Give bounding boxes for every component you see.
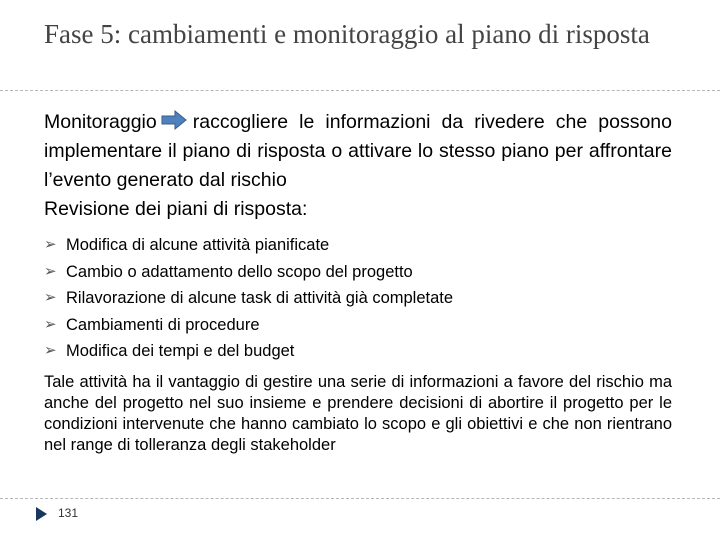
list-item: ➢ Modifica di alcune attività pianificate	[44, 232, 672, 259]
revision-heading: Revisione dei piani di risposta:	[44, 198, 308, 220]
monitoring-description: raccogliere le informazioni da rivedere che possono implementare il piano di risposta o attivare lo stesso piano per affrontare l’evento generato dal rischio	[44, 111, 672, 191]
body-content	[44, 108, 672, 224]
arrowhead-bullet-icon: ➢	[44, 289, 57, 306]
revision-list	[44, 232, 672, 365]
closing-paragraph: Tale attività ha il vantaggio di gestire una serie di informazioni a favore del rischio ma anche del progetto nel suo insieme e prendere decisioni di abortire il progetto per le condizioni intervenute che hanno cambiato lo scopo e gli obiettivi e che non rientrano nel range di tolleranza degli stakeholder	[44, 373, 672, 454]
list-item: ➢ Modifica dei tempi e del budget	[44, 338, 672, 365]
slide-marker-icon	[36, 507, 47, 521]
list-item: ➢ Cambiamenti di procedure	[44, 312, 672, 339]
title-divider	[0, 90, 720, 91]
page-number: 131	[58, 506, 79, 520]
arrowhead-bullet-icon: ➢	[44, 315, 57, 333]
monitoring-term: Monitoraggio	[44, 111, 157, 133]
monitoring-paragraph	[44, 108, 672, 195]
arrowhead-bullet-icon: ➢	[44, 342, 57, 359]
footer-divider	[0, 498, 720, 499]
list-item: ➢ Cambio o adattamento dello scopo del progetto	[44, 259, 672, 286]
arrowhead-bullet-icon: ➢	[44, 236, 57, 253]
right-arrow-icon	[161, 110, 187, 130]
list-item: ➢ Rilavorazione di alcune task di attività già completate	[44, 285, 672, 312]
slide-title: Fase 5: cambiamenti e monitoraggio al piano di risposta	[44, 19, 650, 49]
arrowhead-bullet-icon: ➢	[44, 262, 57, 280]
